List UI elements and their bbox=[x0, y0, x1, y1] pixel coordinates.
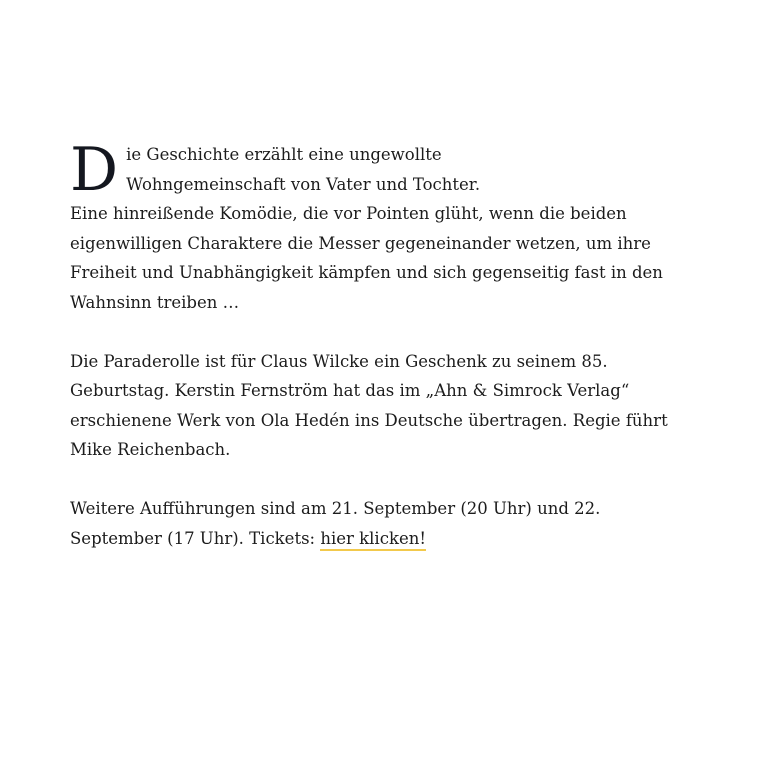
lead-line-2: Wohngemeinschaft von Vater und Tochter. bbox=[126, 174, 481, 194]
paragraph-performances bbox=[70, 494, 682, 553]
tickets-link[interactable]: hier klicken! bbox=[320, 529, 426, 551]
article-body bbox=[70, 135, 682, 553]
performances-text: Weitere Aufführungen sind am 21. September (20 Uhr) und 22. September (17 Uhr). Tickets: bbox=[70, 499, 601, 548]
lead-paragraph bbox=[70, 135, 682, 317]
lead-line-1: ie Geschichte erzählt eine ungewollte bbox=[126, 145, 442, 164]
paragraph-cast-and-credits: Die Paraderolle ist für Claus Wilcke ein Geschenk zu seinem 85. Geburtstag. Kerstin Fernström hat das im „Ahn & Simrock Verlag“ erschienene Werk von Ola Hedén ins Deutsche übertragen. Regie führt Mike Reichenbach. bbox=[70, 351, 668, 459]
lead-paragraph-text: Eine hinreißende Komödie, die vor Pointen glüht, wenn die beiden eigenwilligen Charaktere die Messer gegeneinander wetzen, um ihre Freiheit und Unabhängigkeit kämpfen und sich gegenseitig fast in den Wahnsinn treiben … bbox=[70, 204, 663, 312]
drop-cap: D bbox=[70, 135, 119, 205]
